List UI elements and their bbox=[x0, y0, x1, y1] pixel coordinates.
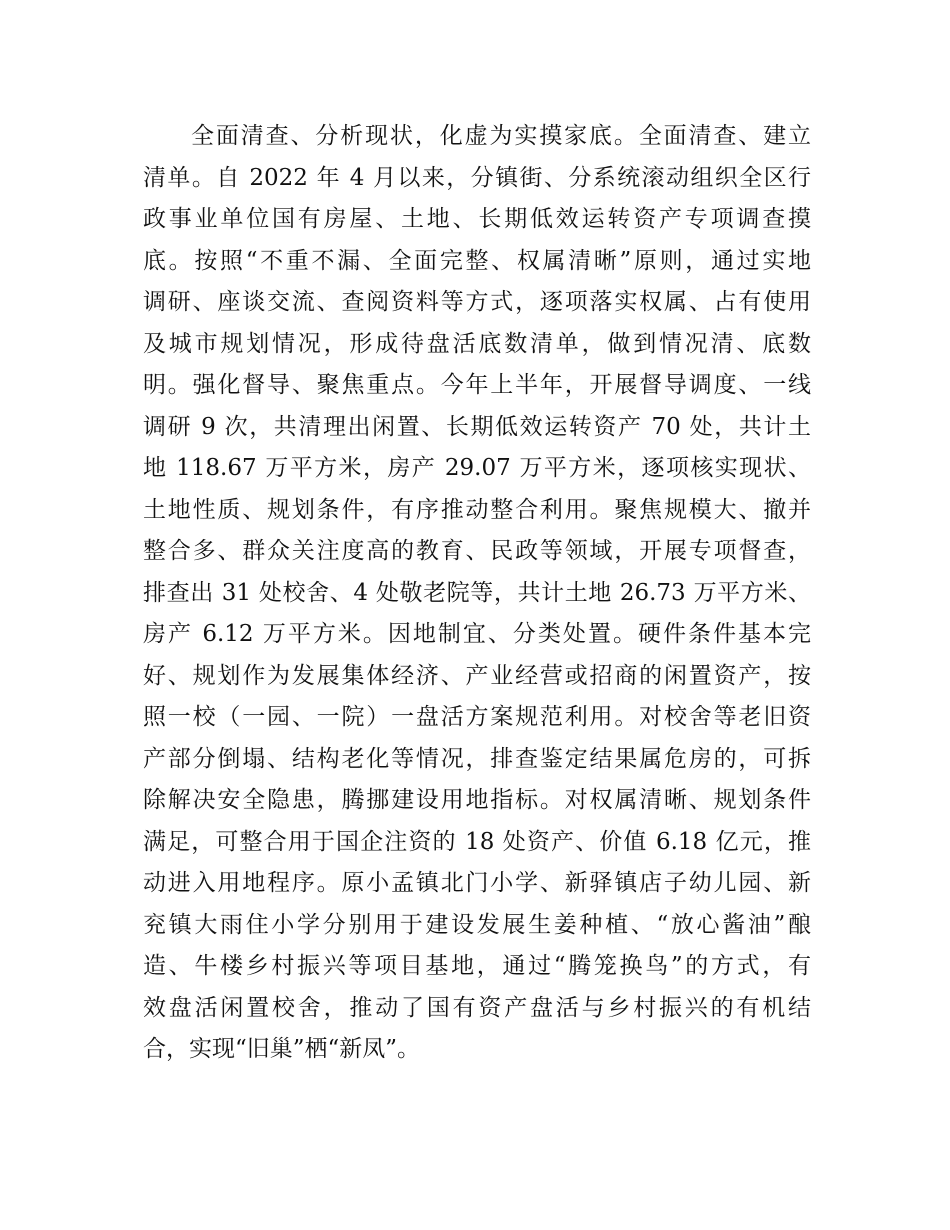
paragraph-line: 整合多、群众关注度高的教育、民政等领域，开展专项督查， bbox=[143, 538, 811, 564]
paragraph-line: 排查出 31 处校舍、4 处敬老院等，共计土地 26.73 万平方米、 bbox=[143, 579, 811, 606]
paragraph-line: 明。强化督导、聚焦重点。今年上半年，开展督导调度、一线 bbox=[143, 372, 811, 398]
paragraph-line: 房产 6.12 万平方米。因地制宜、分类处置。硬件条件基本完 bbox=[143, 621, 811, 647]
paragraph-line: 全面清查、分析现状，化虚为实摸家底。全面清查、建立 bbox=[191, 123, 811, 149]
paragraph-line: 调研 9 次，共清理出闲置、长期低效运转资产 70 处，共计土 bbox=[143, 413, 811, 440]
paragraph-line: 好、规划作为发展集体经济、产业经营或招商的闲置资产，按 bbox=[143, 662, 811, 689]
body-paragraph bbox=[143, 116, 811, 1071]
paragraph-line: 除解决安全隐患，腾挪建设用地指标。对权属清晰、规划条件 bbox=[143, 787, 811, 813]
paragraph-line: 底。按照“不重不漏、全面完整、权属清晰”原则，通过实地 bbox=[143, 247, 811, 274]
paragraph-line: 产部分倒塌、结构老化等情况，排查鉴定结果属危房的，可拆 bbox=[143, 745, 811, 772]
paragraph-line: 效盘活闲置校舍，推动了国有资产盘活与乡村振兴的有机结 bbox=[143, 994, 811, 1021]
paragraph-line: 造、牛楼乡村振兴等项目基地，通过“腾笼换鸟”的方式，有 bbox=[143, 953, 811, 979]
paragraph-line: 及城市规划情况，形成待盘活底数清单，做到情况清、底数 bbox=[143, 330, 811, 357]
paragraph-line: 政事业单位国有房屋、土地、长期低效运转资产专项调查摸 bbox=[143, 206, 811, 232]
paragraph-line: 地 118.67 万平方米，房产 29.07 万平方米，逐项核实现状、 bbox=[143, 455, 811, 481]
paragraph-line: 照一校（一园、一院）一盘活方案规范利用。对校舍等老旧资 bbox=[143, 704, 811, 730]
paragraph-line: 动进入用地程序。原小孟镇北门小学、新驿镇店子幼儿园、新 bbox=[143, 870, 811, 896]
paragraph-line: 满足，可整合用于国企注资的 18 处资产、价值 6.18 亿元，推 bbox=[143, 828, 811, 855]
paragraph-line: 清单。自 2022 年 4 月以来，分镇街、分系统滚动组织全区行 bbox=[143, 164, 811, 191]
paragraph-line: 调研、座谈交流、查阅资料等方式，逐项落实权属、占有使用 bbox=[143, 289, 811, 315]
paragraph-line: 合，实现“旧巢”栖“新凤”。 bbox=[143, 1036, 421, 1062]
paragraph-line: 兖镇大雨住小学分别用于建设发展生姜种植、“放心酱油”酿 bbox=[143, 911, 811, 938]
paragraph-line: 土地性质、规划条件，有序推动整合利用。聚焦规模大、撤并 bbox=[143, 496, 811, 523]
